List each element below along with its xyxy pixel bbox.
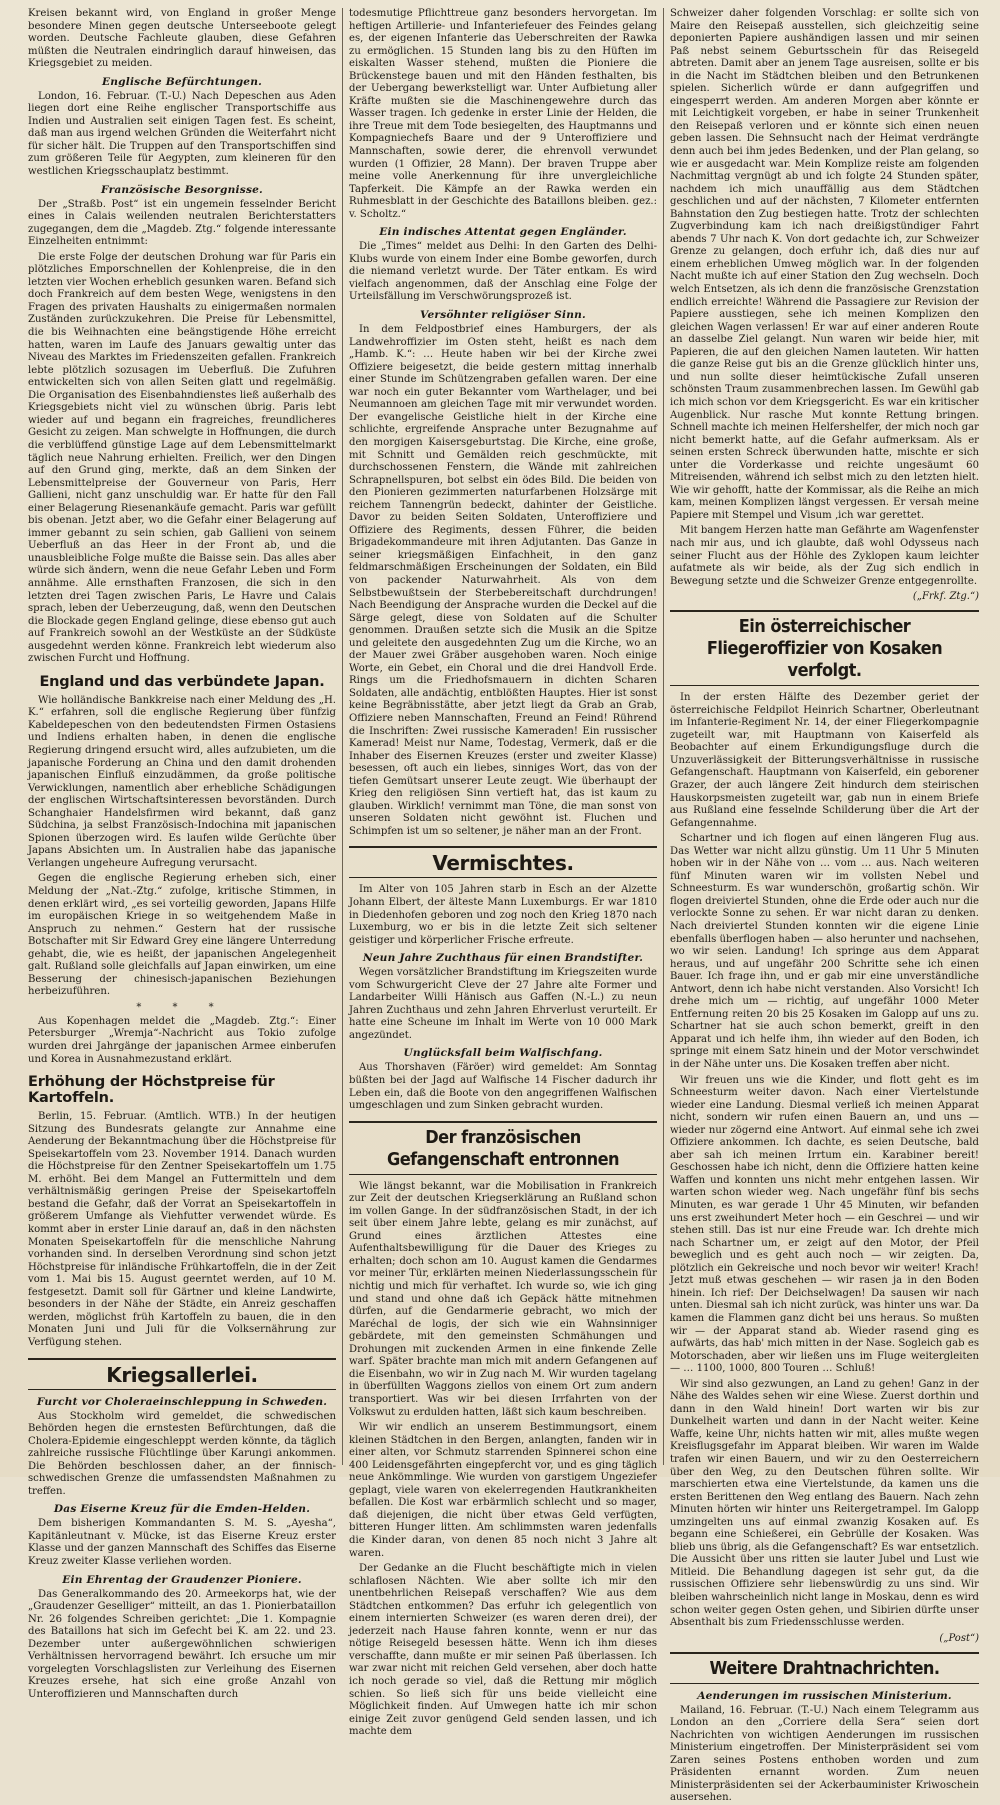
subheading: Unglücksfall beim Walfischfang.	[403, 1047, 603, 1060]
subheading: Aenderungen im russischen Ministerium.	[697, 1689, 952, 1702]
paragraph: Die erste Folge der deutschen Drohung war für Paris ein plötzliches Emporschnellen der Kohlenpreise, die in den letzten vier Wochen erheblich gesunken waren. Befand sich doch Frankreich auf dem besten Wege, wenigstens in den Fragen des privaten Haushalts zu einigermaßen normalen Zuständen zurückzukehren. Die Preise für Lebensmittel, die bis Weihnachten eine beängstigende Höhe erreicht hatten, waren im Laufe des Januars gewaltig unter das Niveau des Marktes im Friedenszeiten gefallen. Frankreich lebte plötzlich sozusagen im Ueberfluß. Die Zufuhren entwickelten sich von allen Seiten glatt und regelmäßig. Die Organisation des Eisenbahndienstes ließ außerhalb des Kriegsgebiets nicht viel zu wünschen übrig. Paris lebt wieder auf und begann ein fragreiches, freundlicheres Gesicht zu zeigen. Man schwelgte in Hoffnungen, die durch die verblüffend günstige Lage auf dem Lebensmittelmarkt täglich neue Nahrung erhielten. Freilich, wer den Dingen auf den Grund ging, merkte, daß an dem Sinken der Lebensmittelpreise der Gouverneur von Paris, Herr Gallieni, nicht ganz unschuldig war. Er hatte für den Fall einer Belagerung Riesenankäufe gemacht. Paris war gefüllt bis obenan. Jetzt aber, wo die Gefahr einer Belagerung auf immer gebannt zu sein schien, gab Gallieni von seinem Ueberfluß an das Heer in der Front ab, und die unausbleibliche Folge mußte die Baisse sein. Das alles aber würde sich ändern, wenn die neue Gefahr Leben und Form annähme. Alle ernsthaften Franzosen, die sich in den letzten drei Tagen zwischen Paris, Le Havre und Calais sprach, leben der Ueberzeugung, daß, wenn den Deutschen die Blockade gegen England gelinge, diese ebenso gut auch auf Frankreich sowohl an der Westküste an der Südküste ausgedehnt werden könne. Frankreich lebt wiederum also zwischen Furcht und Hoffnung.	[28, 251, 336, 665]
subheading: Versöhnter religiöser Sinn.	[420, 309, 586, 322]
section-heading: Vermischtes.	[432, 851, 574, 876]
paragraph: In dem Feldpostbrief eines Hamburgers, der als Landwehroffizier im Osten steht, heißt es nach dem „Hamb. K.“: … Heute haben wir bei der Kirche zwei Offiziere beigesetzt, die beide gestern mittag innerhalb einer Stunde im Schützengraben gefallen waren. Der eine war noch ein guter Bekannter vom Warthelager, und bei Neumannoen am gleichen Tage mit mir verwundet worden. Der evangelische Geistliche hielt in der Kirche eine schlichte, ergreifende Ansprache unter Bezugnahme auf den morgigen Kaisersgeburtstag. Die Kirche, eine große, mit Schnitt und Gemälden reich geschmückte, mit durchschossenen Fenstern, die Wände mit zahlreichen Schrapnellspuren, bot selbst ein ödes Bild. Die beiden von den Pionieren gezimmerten naturfarbenen Holzsärge mit reichem Tannengrün bedeckt, dahinter der Geistliche. Davor zu beiden Seiten Soldaten, Unteroffiziere und Offiziere des Regiments, dessen Führer, die beiden Brigadekommandeure mit ihren Adjutanten. Das Ganze in seiner kriegsmäßigen Einfachheit, in den ganz feldmarschmäßigen Erscheinungen der Soldaten, ein Bild von packender Naturwahrheit. Als von dem Selbstbewußtsein der Sterbebereitschaft durchdrungen! Nach Beendigung der Ansprache wurden die Deckel auf die Särge gelegt, diese von Soldaten auf die Schulter genommen. Draußen setzte sich die Musik an die Spitze und geleitete den ausgedehnten Zug um die Kirche, wo an der Mauer zwei Gräber ausgehoben waren. Noch einige Worte, ein Gebet, ein Choral und die drei Handvoll Erde. Rings um die Friedhofsmauern in dichten Scharen Soldaten, alle andächtig, entblößten Hauptes. Hier ist sonst keine Begräbnisstätte, aber jetzt liegt da Grab an Grab, Offiziere neben Mannschaften, Freund an Feind! Rührend die Inschriften: Zwei russische Kameraden! Ein russischer Kamerad! Meist nur Name, Todestag, Vermerk, daß er die Inhaber des Eisernen Kreuzes (erster und zweiter Klasse) besessen, oft auch ein liebes, sinniges Wort, das von der tiefen Gemütsart unserer Leute zeugt. Wie überhaupt der Krieg den religiösen Sinn vertieft hat, das ist kaum zu glauben. Wirklich! vernimmt man Töne, die man sonst von unseren Soldaten nicht gewöhnt ist. Fluchen und Schimpfen ist um so seltener, je näher man an der Front.	[349, 324, 657, 837]
subheading: Neun Jahre Zuchthaus für einen Brandstifter.	[362, 952, 644, 965]
subheading: Das Eiserne Kreuz für die Emden-Helden.	[53, 1503, 311, 1516]
column-middle	[343, 8, 664, 1738]
section-heading: Erhöhung der Höchstpreise für Kartoffeln.	[28, 1074, 275, 1107]
paragraph: Das Generalkommando des 20. Armeekorps hat, wie der „Graudenzer Geselliger“ mitteilt, an das 1. Pionierbataillon Nr. 26 folgendes Schreiben gerichtet: „Die 1. Kompagnie des Bataillons hat sich im Gefecht bei K. am 22. und 23. Dezember unter außergewöhnlichen schwierigen Verhältnissen hervorragend bewährt. Ich ersuche um mir vorgelegten Vorschlagslisten zur Verleihung des Eisernen Kreuzes ersehe, hat sich eine große Anzahl von Unteroffizieren und Mannschaften durch	[28, 1588, 336, 1700]
column-left	[22, 8, 343, 1700]
paragraph: todesmutige Pflichttreue ganz besonders hervorgetan. Im heftigen Artillerie- und Infanteriefeuer des Feindes gelang es, der eigenen Infanterie das Ueberschreiten der Rawka zu ermöglichen. 15 Stunden lang bis zu den Hüften im eiskalten Wasser stehend, mußten die Pioniere die Brückenstege bauen und mit den Händen festhalten, bis der Uebergang bewerkstelligt war. Unter Aufbietung aller Kräfte mußten sie die Maschinengewehre durch das Wasser tragen. Ich gedenke in erster Linie der Helden, die ihre Treue mit dem Tode besiegelten, des Hauptmanns und Kompagniechefs Baare und der 9 Unteroffiziere und Mannschaften, sowie derer, die ehrenvoll verwundet wurden (1 Offizier, 28 Mann). Der braven Truppe aber meine volle Anerkennung für ihre unvergleichliche Tapferkeit. Die Kämpfe an der Rawka werden ein Ruhmesblatt in der Geschichte des Bataillons bleiben. gez.: v. Scholtz.“	[349, 8, 657, 220]
paragraph: Wegen vorsätzlicher Brandstiftung im Kriegszeiten wurde vom Schwurgericht Cleve der 27 Jahre alte Former und Landarbeiter Willi Hänisch aus Gaffen (N.-L.) zu neun Jahren Zuchthaus und zehn Jahren Ehrverlust verurteilt. Er hatte eine Scheune im Inhalt im Werte von 10 000 Mark angezündet.	[349, 967, 657, 1041]
paragraph: Mit bangem Herzen hatte man Gefährte am Wagenfenster nach mir aus, und ich glaubte, daß wohl Odysseus nach seiner Flucht aus der Höhle des Zyklopen kaum leichter aufatmete als wir beide, als der Zug sich endlich in Bewegung setzte und die Schweizer Grenze entgegenrollte.	[670, 525, 979, 587]
section-heading: Weitere Drahtnachrichten.	[709, 1657, 940, 1679]
paragraph: Mailand, 16. Februar. (T.-U.) Nach einem Telegramm aus London an den „Corriere della Sera“ seien dort Nachrichten von wichtigen Aenderungen im russischen Ministerium eingetroffen. Der Ministerpräsident sei vom Zaren seines Postens enthoben worden und zum Präsidenten ernannt worden. Zum neuen Ministerpräsidenten sei der Ackerbauminister Kriwoschein ausersehen.	[670, 1704, 979, 1804]
heading-box	[670, 610, 979, 686]
paragraph: Schweizer daher folgenden Vorschlag: er sollte sich von Maire den Reisepaß ausstellen, sich gleichzeitig seine deponierten Papiere aushändigen lassen und mir seinen Paß nebst seinem Geburtsschein für das Reisegeld abtreten. Damit aber an jenem Tage ausreisen, sollte er bis in die Nacht im Städtchen bleiben und den Betrunkenen spielen. Sicherlich würde er dann aufgegriffen und eingesperrt werden. Am anderen Morgen aber könnte er mit Leichtigkeit vorgeben, er habe in seiner Trunkenheit den Reisepaß verloren und er könnte sich einen neuen geben lassen. Die Sehnsucht nach der Heimat verdrängte denn auch bei ihm jedes Bedenken, und der Plan gelang, so wie er ausgedacht war. Mein Komplize reiste am folgenden Nachmittag vergnügt ab und ich folgte 24 Stunden später, nachdem ich mich unauffällig aus dem Städtchen geschlichen und auf der nächsten, 7 Kilometer entfernten Bahnstation den Zug bestiegen hatte. Trotz der schlechten Zugverbindung kam ich nach dreißigstündiger Fahrt abends 7 Uhr nach K. Von dort gedachte ich, zur Schweizer Grenze zu gelangen, doch erfuhr ich, daß dies nur auf einem erheblichen Umweg möglich war. In der folgenden Nacht mußte ich auf einer Station den Zug wechseln. Doch welch Entsetzen, als ich denn die französische Grenzstation endlich erreichte! Während die Passagiere zur Revision der Papiere ausstiegen, sehe ich meinen Komplizen den gleichen Wagen verlassen! Er war auf einer anderen Route an dasselbe Ziel gelangt. Nun waren wir beide hier, mit Papieren, die auf den gleichen Namen lauteten. Wir hatten die ganze Reise gut bis an die Grenze glücklich hinter uns, und nun sollte dieser heimtückische Zufall unseren schönsten Traum zusammenbrechen lassen. Im Gewühl gab ich mich schon vor dem Kriegsgericht. Es war ein kritischer Augenblick. Nur rasche Mut konnte Rettung bringen. Schnell machte ich meinen Helfershelfer, der mich noch gar nicht bemerkt hatte, auf die Gefahr aufmerksam. Als er seinen ersten Schreck überwunden hatte, mischte er sich unter die Vorderkasse und reichte ungesäumt 60 Mitreisenden, während ich selbst mich zu den letzten hielt. Wie wir gehofft, hatte der Kommissar, als die Reihe an mich kam, meinen Komplizen längst vergessen. Er versah meine Papiere mit Stempel und Visum ‚ich war gerettet.	[670, 8, 979, 521]
paragraph: Wie längst bekannt, war die Mobilisation in Frankreich zur Zeit der deutschen Kriegserklärung an Rußland schon im vollen Gange. In der südfranzösischen Stadt, in der ich seit über einem Jahre lebte, gelang es mir zunächst, auf Grund eines ärztlichen Attestes eine Aufenthaltsbewilligung für die Dauer des Krieges zu erhalten; doch schon am 10. August kamen die Gendarmes vor meiner Tür, erklärten meinen Niederlassungsschein für nichtig und mich für verhaftet. Ich wurde so, wie ich ging und stand und ohne daß ich Gepäck hätte mitnehmen dürfen, auf die Gendarmerie gebracht, wo mich der Maréchal de logis, der sich wie ein Wahnsinniger gebärdete, mit den gemeinsten Schmähungen und Drohungen mit zuckenden Armen in eine finkende Zelle warf. Später brachte man mich mit andern Gefangenen auf die Eisenbahn, wo wir in Zug nach M. Wir wurden tagelang in überfüllten Waggons ziellos von einem Ort zum andern transportiert. Was wir bei diesen Irrfahrten von der Volkswut zu erdulden hatten, läßt sich kaum beschreiben.	[349, 1180, 657, 1418]
paragraph: Der „Straßb. Post“ ist ein ungemein fesselnder Bericht eines in Calais weilenden neutralen Berichterstatters zugegangen, dem die „Magdeb. Ztg.“ folgende interessante Einzelheiten entnimmt:	[28, 198, 336, 248]
paragraph: Dem bisherigen Kommandanten S. M. S. „Ayesha“, Kapitänleutnant v. Mücke, ist das Eiserne Kreuz erster Klasse und der ganzen Mannschaft des Schiffes das Eiserne Kreuz zweiter Klasse verliehen worden.	[28, 1518, 336, 1567]
paragraph: Aus Stockholm wird gemeldet, die schwedischen Behörden hegen die ernstesten Befürchtungen, daß die Cholera-Epidemie eingeschleppt werden könnte, da täglich zahlreiche russische Flüchtlinge über Karungi ankommen. Die Behörden beschlossen daher, an der finnisch-schwedischen Grenze die umfassendsten Maßnahmen zu treffen.	[28, 1410, 336, 1497]
paragraph: Wir freuen uns wie die Kinder, und flott geht es im Schneesturm weiter davon. Nach einer Viertelstunde wieder eine Landung. Diesmal verließ ich meinen Apparat nicht, sondern wir rufen einen Bauern an, und uns — wieder nur zögernd eine Antwort. Auf einmal sehe ich zwei Offiziere ankommen. Ich dachte, es seien Deutsche, bald aber sah ich meinen Irrtum ein. Karabiner bereit! Geschossen habe ich nicht, denn die Offiziere hatten keine Waffen und konnten uns nicht mehr entgehen lassen. Wir warten schon wieder weg. Nach ungefähr fünf bis sechs Minuten, es war gerade 1 Uhr 45 Minuten, wir befanden uns erst zweihundert Meter hoch — ein Geschrei — und wir stehen still. Das ist nur eine Freude war. Ich drehte mich nach Schartner um, er zeigt auf den Motor, der Pfeil beweglich und es geht auch noch — wir zeigten. Da, plötzlich ein Gekreische und noch bevor wir weiter! Krach! Jetzt muß etwas geschehen — wir rasen ja in den Boden hinein. Ich rief: Der Deichselwagen! Da sausen wir nach unten. Diesmal sah ich nicht zurück, was hinter uns war. Da kamen die Flammen ganz dicht bei uns heraus. So mußten wir — der Apparat stand ab. Wieder rasend ging es aufwärts, das hab' mich mitten in der Nase. Sogleich gab es Motorschaden, aber wir ließen uns im Fluge weitergleiten — … 1100, 1000, 800 Touren … Schluß!	[670, 1074, 979, 1375]
separator-stars: * * *	[136, 1001, 228, 1013]
subheading: Ein indisches Attentat gegen Engländer.	[379, 226, 627, 239]
subheading: Englische Befürchtungen.	[101, 75, 263, 88]
heading-box	[670, 1652, 979, 1684]
source-credit: („Frkf. Ztg.“)	[912, 591, 979, 603]
paragraph: Wir sind also gezwungen, an Land zu gehen! Ganz in der Nähe des Waldes sehen wir eine Wiese. Zuerst dorthin und dann in den Wald hinein! Dort warten wir bis zur Dunkelheit warten und dann in der Nacht weiter. Keine Waffe, keine Uhr, nichts hatten wir mit, alles mußte wegen Kreisflugsgefahr im Apparat bleiben. Wir waren im Walde trafen wir einen Bauern, und wir zu den Oesterreichern über den Weg, zu den Deutschen führen sollte. Wir marschierten etwa eine Viertelstunde, da kamen uns die ersten Berittenen den Weg entlang des Bauern. Nach zehn Minuten hörten wir hinter uns Reitergetrampel. Im Galopp umzingelten uns auf einmal zwanzig Kosaken auf. Es begann eine Schießerei, ein Gebrülle der Kosaken. Was blieb uns übrig, als die Gefangenschaft? Es war entsetzlich. Die Aussicht über uns ritten sie lauter Jubel und Lust wie Mitleid. Die Behandlung dagegen ist sehr gut, da die russischen Offiziere sehr liebenswürdig zu uns sind. Wir bleiben wahrscheinlich nicht lange in Moskau, denn es wird schon weiter gegen Osten gehen, und Sibirien dürfte unser Absenthalt bis zum Friedensschlusse werden.	[670, 1378, 979, 1629]
paragraph: Aus Thorshaven (Färöer) wird gemeldet: Am Sonntag büßten bei der Jagd auf Walfische 14 Fischer dadurch ihr Leben ein, daß die Boote von den angegriffenen Walfischen umgeschlagen und zum Sinken gebracht wurden.	[349, 1062, 657, 1112]
paragraph: London, 16. Februar. (T.-U.) Nach Depeschen aus Aden liegen dort eine Reihe englischer Transportschiffe aus Indien und Australien seit einigen Tagen fest. Es scheint, daß man aus irgend welchen Gründen die Weiterfahrt nicht für sicher hält. Die Truppen auf den Transportschiffen sind zum größeren Teile für Aegypten, zum kleineren für den westlichen Kriegsschauplatz bestimmt.	[28, 90, 336, 178]
source-credit: („Post“)	[939, 1632, 979, 1644]
paragraph: Wir wir endlich an unserem Bestimmungsort, einem kleinen Städtchen in den Bergen, anlangten, fanden wir in einer alten, vor Schmutz starrenden Spinnerei schon eine 400 Leidensgefährten eingepfercht vor, und es ging täglich neue Ankömmlinge. Wie wurden von garstigem Ungeziefer geplagt, viele waren von ekelerregenden Hautkrankheiten befallen. Die Kost war erbärmlich schlecht und so mager, daß diejenigen, die nicht über etwas Geld verfügten, bitteren Hunger litten. Am schlimmsten waren jedenfalls die Kinder daran, von denen 85 noch nicht 3 Jahre alt waren.	[349, 1422, 657, 1559]
paragraph: In der ersten Hälfte des Dezember geriet der österreichische Feldpilot Heinrich Schartner, Oberleutnant im Infanterie-Regiment Nr. 14, der einer Fliegerkompagnie zugeteilt war, mit Hauptmann von Kaiserfeld als Beobachter auf einem Erkundigungsfluge durch die Unzuverlässigkeit der Bitterungsverhältnisse in russische Gefangenschaft. Hauptmann von Kaiserfeld, ein geborener Grazer, der auch längere Zeit hindurch dem steirischen Hauskorpsmeisten zugeteilt war, gab nun in einem Briefe aus Rußland eine fesselnde Schilderung über die Art der Gefangennahme.	[670, 692, 979, 829]
subheading: Französische Besorgnisse.	[101, 183, 263, 196]
heading-box	[28, 1358, 336, 1390]
subheading: Furcht vor Choleraeinschleppung in Schweden.	[36, 1395, 328, 1408]
paragraph: Schartner und ich flogen auf einen längeren Flug aus. Das Wetter war nicht allzu günstig. Um 11 Uhr 5 Minuten hoben wir in der Nähe von … vom … aus. Nach weiteren fünf Minuten waren wir im vollsten Nebel und Schneesturm. Es war wunderschön, großartig schön. Wir flogen dreiviertel Stunden, ohne die Erde oder auch nur die verlockte Sonne zu sehen. Er war nicht daran zu denken. Nach dreiviertel Stunden konnten wir die eigene Linie ebenfalls überflogen haben — also herunter und nachsehen, wo wir seien. Landung! Ich springe aus dem Apparat heraus, und auf ungefähr 200 Schritte sehe ich einen Bauer. Ich frage ihn, und er gab mir eine unverständliche Antwort, denn ich habe nicht verstanden. Also Vorsicht! Ich drehe mich um — richtig, auf ungefähr 1000 Meter Entfernung reiten 20 bis 25 Kosaken im Galopp auf uns zu. Schartner hat sie auch schon bemerkt, greift in den Apparat und ich helfe ihm, ihn wieder auf den Boden, ich springe mit einem Satz hinein und der Motor verschwindet in der Nähe unter uns. Die Kosaken treffen aber nicht.	[670, 833, 979, 1071]
heading-box	[349, 1121, 657, 1175]
paragraph: Kreisen bekannt wird, von England in großer Menge besondere Minen gegen deutsche Unterseeboote gelegt worden. Deutsche Fachleute glauben, diese Gefahren müßten die Neutralen eindringlich darauf hinweisen, das Kriegsgebiet zu meiden.	[28, 8, 336, 70]
column-right	[664, 8, 985, 1804]
heading-box	[349, 846, 657, 878]
section-heading: Der französischen Gefangenschaft entronnen	[386, 1126, 620, 1170]
paragraph: Aus Kopenhagen meldet die „Magdeb. Ztg.“: Einer Petersburger „Wremja“-Nachricht aus Tokio zufolge wurden drei Jahrgänge der japanischen Armee einberufen und Korea in Ausnahmezustand erklärt.	[28, 1015, 336, 1065]
section-heading: England und das verbündete Japan.	[39, 673, 325, 690]
subheading: Ein Ehrentag der Graudenzer Pioniere.	[62, 1573, 302, 1586]
paragraph: Der Gedanke an die Flucht beschäftigte mich in vielen schlaflosen Nächten. Wie aber sollte ich mir den unentbehrlichen Reisepaß verschaffen? Wie aus dem Städtchen entkommen? Das erfuhr ich gelegentlich von einem internierten Schweizer (es waren deren drei), der jederzeit nach Hause fahren konnte, wenn er nur das nötige Reisegeld besessen hätte. Wenn ich ihm dieses verschaffte, dann mußte er mir seinen Paß überlassen. Ich war zwar nicht mit reichen Geld versehen, aber doch hatte ich noch gerade so viel, daß die Rettung mir möglich schien. So ließ sich für uns beide vielleicht eine Möglichkeit finden. Auf Umwegen hatte ich mir schon einige Zeit zuvor genügend Geld senden lassen, und ich machte dem	[349, 1563, 657, 1738]
paragraph: Gegen die englische Regierung erheben sich, einer Meldung der „Nat.-Ztg.“ zufolge, kritische Stimmen, in denen erklärt wird, „es sei vorteilig geworden, Japans Hilfe im europäischen Kriege in so weitgehendem Maße in Anspruch zu nehmen.“ Gestern hat der russische Botschafter mit Sir Edward Grey eine längere Unterredung gehabt, die, wie es heißt, der japanischen Angelegenheit galt. Rußland solle gleichfalls auf Japan einwirken, um eine Besserung der chinesisch-japanischen Beziehungen herbeizuführen.	[28, 873, 336, 998]
section-heading: Ein österreichischer Fliegeroffizier von Kosaken verfolgt.	[706, 616, 943, 682]
paragraph: Berlin, 15. Februar. (Amtlich. WTB.) In der heutigen Sitzung des Bundesrats gelangte zur Annahme eine Aenderung der Bekanntmachung über die Höchstpreise für Speisekartoffeln vom 23. November 1914. Danach wurden die Höchstpreise für den Zentner Speisekartoffeln um 1.75 M. erhöht. Bei dem Mangel an Futtermitteln und dem verhältnismäßig geringen Preise der Speisekartoffeln bestand die Gefahr, daß der Vorrat an Speisekartoffeln in größerem Umfange als Viehfutter verwendet würde. Es kommt aber in erster Linie darauf an, daß in den nächsten Monaten Speisekartoffeln für die menschliche Nahrung vorhanden sind. In derselben Verordnung sind schon jetzt Höchstpreise für inländische Frühkartoffeln, die in der Zeit vom 1. Mai bis 15. August geerntet werden, auf 10 M. festgesetzt. Damit soll für Gärtner und kleine Landwirte, besonders in der Nähe der Städte, ein Anreiz geschaffen werden, möglichst früh Kartoffeln zu bauen, die in den Monaten Juni und Juli für die Volksernährung zur Verfügung stehen.	[28, 1111, 336, 1348]
paragraph: Die „Times“ meldet aus Delhi: In den Garten des Delhi-Klubs wurde von einem Inder eine Bombe geworfen, durch die niemand verletzt wurde. Der Täter entkam. Es wird vielfach angenommen, daß der Anschlag eine Folge der Urteilsfällung im Verschwörungsprozeß ist.	[349, 241, 657, 303]
paragraph: Im Alter von 105 Jahren starb in Esch an der Alzette Johann Elbert, der älteste Mann Luxemburgs. Er war 1810 in Diedenhofen geboren und zog noch den Krieg 1870 nach Luxemburg, wo er bis in die letzte Zeit sich seltener geistiger und körperlicher Frische erfreute.	[349, 884, 657, 946]
paragraph: Wie holländische Bankkreise nach einer Meldung des „H. K.“ erfahren, soll die englische Regierung über fünfzig Kabeldepeschen von den bedeutendsten Firmen Ostasiens und Indiens erhalten haben, in denen die englische Regierung dringend ersucht wird, alles aufzubieten, um die japanische Forderung an China und den damit drohenden japanischen Einfluß einzudämmen, da große politische Verwicklungen, namentlich aber erhebliche Schädigungen der englischen Wirtschaftsinteressen bevorständen. Durch Schanghaier Handelsfirmen wird bekannt, daß ganz Südchina, ja selbst Französisch-Indochina mit japanischen Spionen überzogen wird. Es laufen wilde Gerüchte über Japans Absichten um. In Australien habe das japanische Verlangen ungeheure Aufregung verursacht.	[28, 694, 336, 869]
section-heading: Kriegsallerlei.	[106, 1362, 258, 1387]
